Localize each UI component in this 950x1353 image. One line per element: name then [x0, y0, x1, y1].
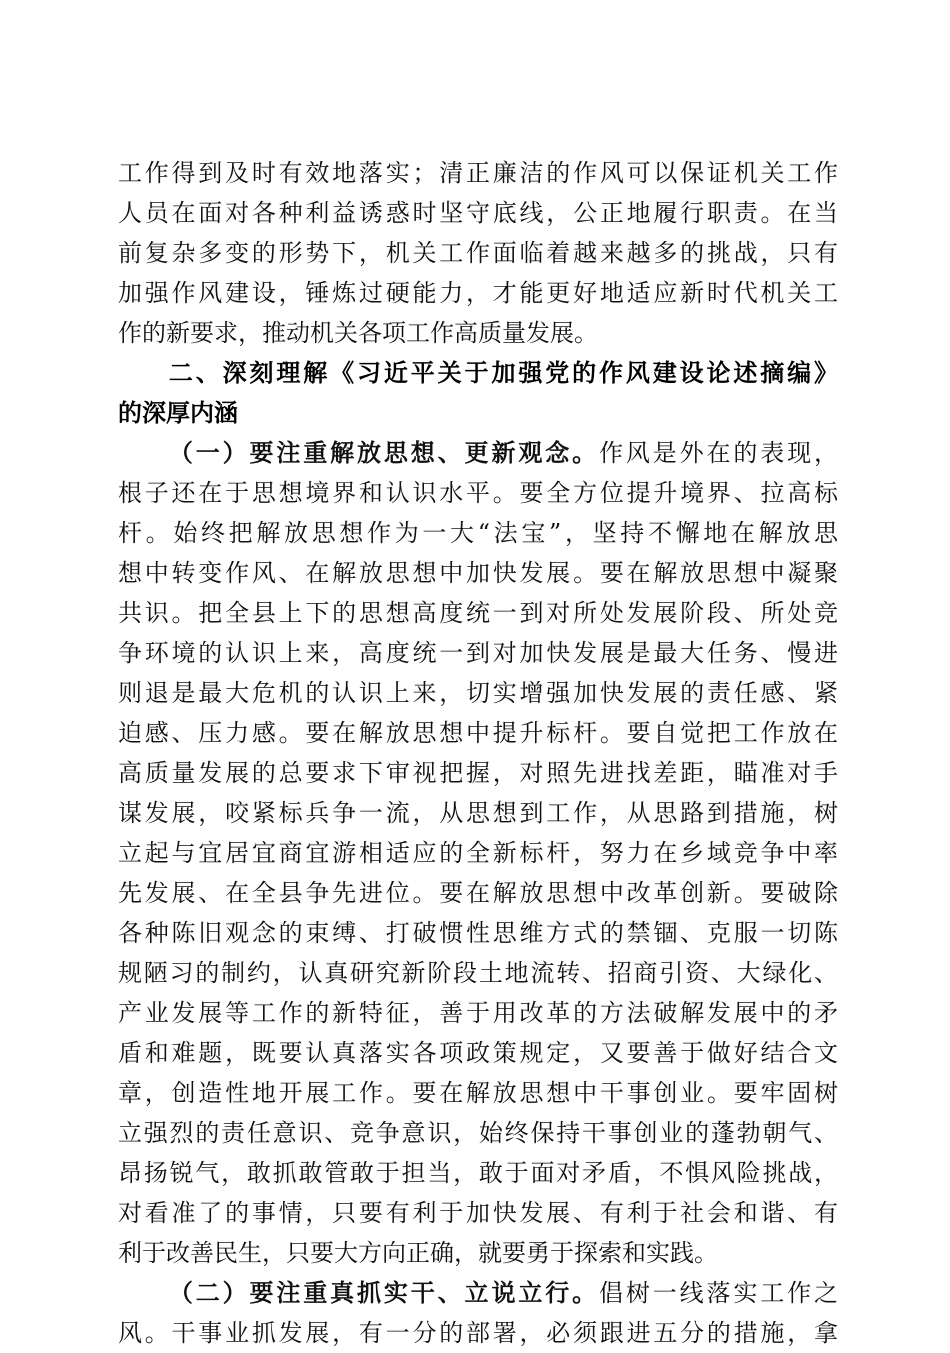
- subsection-first-line: [118, 1273, 838, 1313]
- paragraph-line: 昂扬锐气，敢抓敢管敢于担当，敢于面对矛盾，不惧风险挑战，: [118, 1159, 838, 1187]
- paragraph-line: 风。干事业抓发展，有一分的部署，必须跟进五分的措施，拿: [118, 1319, 838, 1347]
- section-heading-text: 二、深刻理解《习近平关于加强党的作风建设论述摘编》: [166, 359, 838, 387]
- paragraph-line: 工作得到及时有效地落实；清正廉洁的作风可以保证机关工作: [118, 159, 838, 187]
- paragraph-line: 争环境的认识上来，高度统一到对加快发展是最大任务、慢进: [118, 639, 838, 667]
- paragraph-line: 人员在面对各种利益诱惑时坚守底线，公正地履行职责。在当: [118, 199, 838, 227]
- paragraph-line: 盾和难题，既要认真落实各项政策规定，又要善于做好结合文: [118, 1039, 838, 1067]
- subsection-title: （一）要注重解放思想、更新观念。: [166, 439, 599, 467]
- subsection-text: 作风是外在的表现，: [598, 439, 838, 467]
- paragraph-line: 加强作风建设，锤炼过硬能力，才能更好地适应新时代机关工: [118, 279, 838, 307]
- paragraph-line: 想中转变作风、在解放思想中加快发展。要在解放思想中凝聚: [118, 559, 838, 587]
- paragraph-line: 根子还在于思想境界和认识水平。要全方位提升境界、拉高标: [118, 479, 838, 507]
- paragraph-line: 作的新要求，推动机关各项工作高质量发展。: [118, 319, 598, 347]
- paragraph-line: 谋发展，咬紧标兵争一流，从思想到工作，从思路到措施，树: [118, 799, 838, 827]
- paragraph-line: 对看准了的事情，只要有利于加快发展、有利于社会和谐、有: [118, 1199, 838, 1227]
- subsection-first-line: [118, 433, 838, 473]
- paragraph-line: 立起与宜居宜商宜游相适应的全新标杆，努力在乡域竞争中率: [118, 839, 838, 867]
- paragraph-line: 利于改善民生，只要大方向正确，就要勇于探索和实践。: [118, 1239, 718, 1267]
- section-heading: [118, 353, 838, 393]
- paragraph-line: 产业发展等工作的新特征，善于用改革的方法破解发展中的矛: [118, 999, 838, 1027]
- paragraph-line: 章，创造性地开展工作。要在解放思想中干事创业。要牢固树: [118, 1079, 838, 1107]
- paragraph-line: 则退是最大危机的认识上来，切实增强加快发展的责任感、紧: [118, 679, 838, 707]
- paragraph-line: 立强烈的责任意识、竞争意识，始终保持干事创业的蓬勃朝气、: [118, 1119, 838, 1147]
- paragraph-line: 各种陈旧观念的束缚、打破惯性思维方式的禁锢、克服一切陈: [118, 919, 838, 947]
- subsection-text: 倡树一线落实工作之: [598, 1279, 838, 1307]
- paragraph-line: 规陋习的制约，认真研究新阶段土地流转、招商引资、大绿化、: [118, 959, 838, 987]
- paragraph-line: 高质量发展的总要求下审视把握，对照先进找差距，瞄准对手: [118, 759, 838, 787]
- paragraph-line: 迫感、压力感。要在解放思想中提升标杆。要自觉把工作放在: [118, 719, 838, 747]
- section-heading-continued: 的深厚内涵: [118, 399, 238, 427]
- paragraph-line: 杆。始终把解放思想作为一大“法宝”，坚持不懈地在解放思: [118, 519, 838, 547]
- paragraph-line: 共识。把全县上下的思想高度统一到对所处发展阶段、所处竞: [118, 599, 838, 627]
- subsection-title: （二）要注重真抓实干、立说立行。: [166, 1279, 599, 1307]
- paragraph-line: 先发展、在全县争先进位。要在解放思想中改革创新。要破除: [118, 879, 838, 907]
- paragraph-line: 前复杂多变的形势下，机关工作面临着越来越多的挑战，只有: [118, 239, 838, 267]
